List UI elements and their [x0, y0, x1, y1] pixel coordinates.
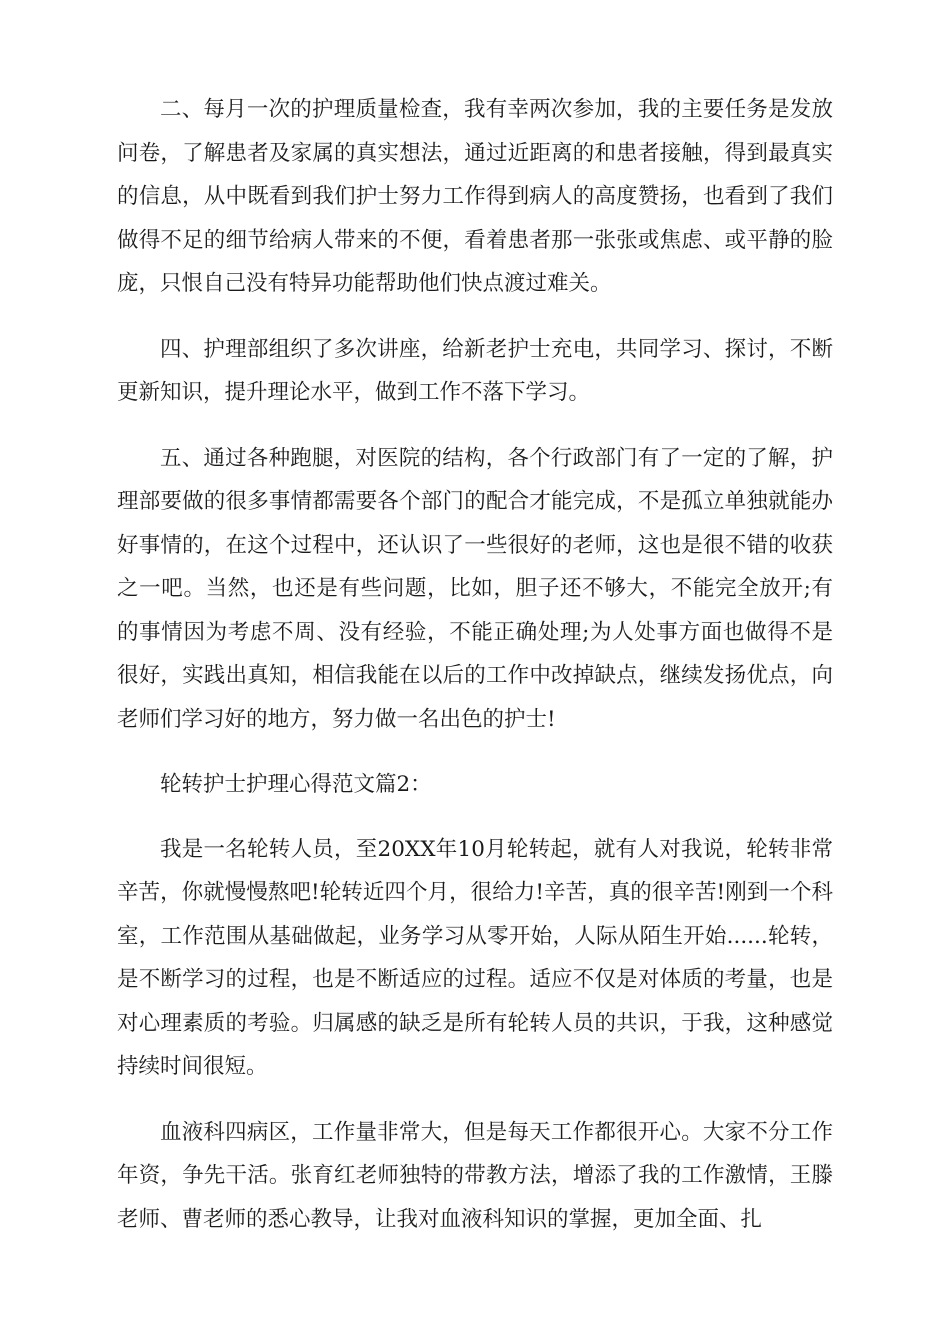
section-title: 轮转护士护理心得范文篇2： [160, 772, 432, 797]
paragraph-quality-check: 二、每月一次的护理质量检查，我有幸两次参加，我的主要任务是发放问卷，了解患者及家属的真实想法，通过近距离的和患者接触，得到最真实的信息，从中既看到我们护士努力工作得到病人的高度赞扬，也看到了我们做得不足的细节给病人带来的不便，看着患者那一张张或焦虑、或平静的脸庞，只恨自己没有特异功能帮助他们快点渡过难关。 [117, 97, 833, 296]
paragraph-rotation: 我是一名轮转人员，至20XX年10月轮转起，就有人对我说，轮转非常辛苦，你就慢慢熬吧!轮转近四个月，很给力!辛苦，真的很辛苦!刚到一个科室，工作范围从基础做起，业务学习从零开始，人际从陌生开始......轮转，是不断学习的过程，也是不断适应的过程。适应不仅是对体质的考量，也是对心理素质的考验。归属感的缺乏是所有轮转人员的共识，于我，这种感觉持续时间很短。 [117, 836, 833, 1079]
paragraph-lectures: 四、护理部组织了多次讲座，给新老护士充电，共同学习、探讨，不断更新知识，提升理论水平，做到工作不落下学习。 [117, 336, 833, 405]
paragraph-errands: 五、通过各种跑腿，对医院的结构，各个行政部门有了一定的了解，护理部要做的很多事情都需要各个部门的配合才能完成，不是孤立单独就能办好事情的，在这个过程中，还认识了一些很好的老师，这也是很不错的收获之一吧。当然，也还是有些问题，比如，胆子还不够大，不能完全放开;有的事情因为考虑不周、没有经验，不能正确处理;为人处事方面也做得不是很好，实践出真知，相信我能在以后的工作中改掉缺点，继续发扬优点，向老师们学习好的地方，努力做一名出色的护士! [117, 445, 833, 732]
document-body [117, 88, 833, 1263]
paragraph-hematology: 血液科四病区，工作量非常大，但是每天工作都很开心。大家不分工作年资，争先干活。张育红老师独特的带教方法，增添了我的工作激情，王滕老师、曹老师的悉心教导，让我对血液科知识的掌握，更加全面、扎 [117, 1119, 833, 1232]
